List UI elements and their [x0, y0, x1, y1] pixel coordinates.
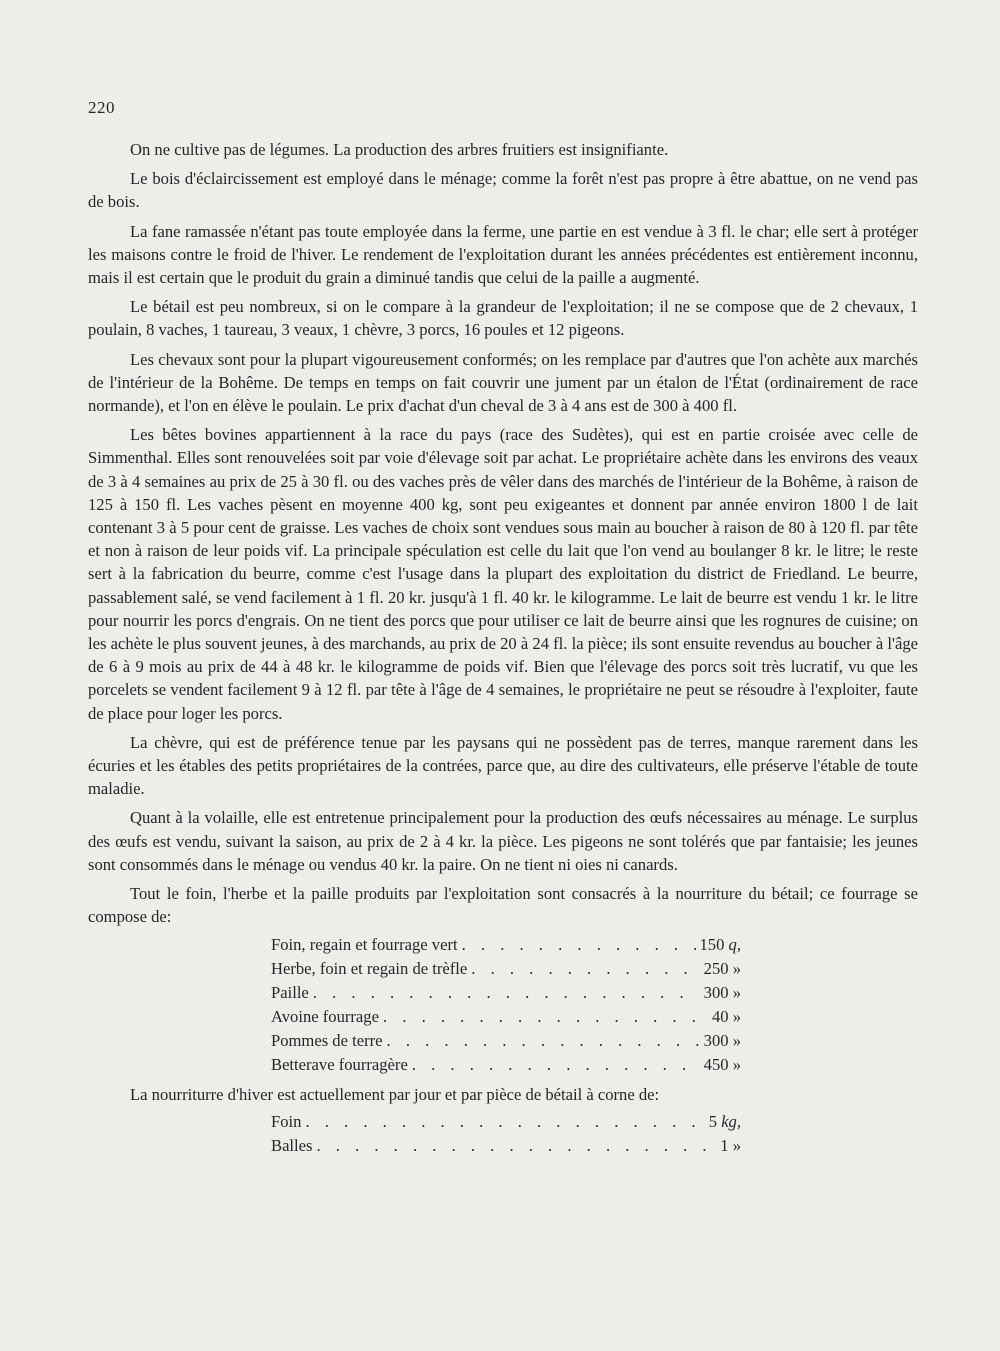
fodder-list [271, 933, 741, 1077]
fodder-value: 250 » [703, 958, 741, 978]
paragraph: Tout le foin, l'herbe et la paille produits par l'exploitation sont consacrés à la nourriture du bétail; ce fourrage se compose de: [88, 884, 918, 927]
winter-intro: La nourriturre d'hiver est actuellement par jour et par pièce de bétail à corne de: [130, 1084, 660, 1104]
leader-dots [462, 933, 696, 956]
ration-value: 5 kg, [708, 1111, 741, 1131]
list-item [271, 1029, 741, 1053]
fodder-value: 150 q, [699, 934, 741, 954]
paragraph: On ne cultive pas de légumes. La production des arbres fruitiers est insignifiante. [130, 140, 669, 159]
list-item [271, 1005, 741, 1029]
leader-dots [412, 1053, 700, 1076]
leader-dots [316, 1134, 716, 1157]
paragraph: Le bois d'éclaircissement est employé dans le ménage; comme la forêt n'est pas propre à être abattue, on ne vend pas de bois. [88, 169, 918, 212]
fodder-value: 40 » [711, 1006, 741, 1026]
leader-dots [471, 957, 699, 980]
ration-label: Balles [271, 1135, 313, 1155]
paragraph: La chèvre, qui est de préférence tenue par les paysans qui ne possèdent pas de terres, manque rarement dans les écuries et les étables des petits propriétaires de la contrées, parce que, au dire des cultivateurs, elle préserve l'étable de toute maladie. [88, 732, 918, 799]
paragraph: Les bêtes bovines appartiennent à la race du pays (race des Sudètes), qui est en partie croisée avec celle de Simmenthal. Elles sont renouvelées soit par voie d'élevage soit par achat. Le propriétaire achète dans les environs des veaux de 3 à 4 semaines au prix de 25 à 30 fl. ou des vaches près de vêler dans des marchés de l'intérieur de la Bohême, à raison de 125 à 150 fl. Les vaches pèsent en moyenne 400 kg, sont peu exigeantes et donnent par année environ 1800 l de lait contenant 3 à 5 pour cent de graisse. Les vaches de choix sont vendues sous main au boucher à raison de 80 à 120 fl. par tête et non à raison de leur poids vif. La principale spéculation est celle du lait que l'on vend au boulanger 8 kr. le litre; le reste sert à la fabrication du beurre, comme c'est l'usage dans la plupart des exploitation du district de Friedland. Le beurre, passablement salé, se vend facilement à 1 fl. 20 kr. jusqu'à 1 fl. 40 kr. le kilogramme. Le lait de beurre est vendu 1 kr. le litre pour nourrir les porcs d'engrais. On ne tient des porcs que pour utiliser ce lait de beurre ainsi que les rognures de cuisine; on les achète le plus souvent jeunes, à des marchands, au prix de 20 à 24 fl. la pièce; ils sont ensuite revendus au boucher à l'âge de 6 à 9 mois au prix de 44 à 48 kr. le kilogramme de poids vif. Bien que l'élevage des porcs soit très lucratif, vu que les porcelets se vendent facilement 9 à 12 fl. par tête à l'âge de 4 semaines, le propriétaire ne peut se résoudre à l'exploiter, faute de place pour loger les porcs. [88, 425, 918, 723]
paragraph: Le bétail est peu nombreux, si on le compare à la grandeur de l'exploitation; il ne se compose que de 2 chevaux, 1 poulain, 8 vaches, 1 taureau, 3 veaux, 1 chèvre, 3 porcs, 16 poules et 12 pigeons. [88, 297, 918, 340]
leader-dots [305, 1110, 704, 1133]
paragraph: Quant à la volaille, elle est entretenue principalement pour la production des œufs nécessaires au ménage. Le surplus des œufs est vendu, suivant la saison, au prix de 2 à 4 kr. la pièce. Les pigeons ne sont tolérés que par fantaisie; les jeunes sont consommés dans le ménage ou vendus 40 kr. la paire. On ne tient ni oies ni canards. [88, 808, 918, 874]
page-number: 220 [88, 98, 115, 117]
fodder-label: Herbe, foin et regain de trèfle [271, 958, 468, 978]
fodder-label: Foin, regain et fourrage vert [271, 934, 458, 954]
ration-value: 1 » [720, 1135, 741, 1155]
list-item [271, 1053, 741, 1077]
paragraph: Les chevaux sont pour la plupart vigoureusement conformés; on les remplace par d'autres que l'on achète aux marchés de l'intérieur de la Bohême. De temps en temps on fait couvrir une jument par un étalon de l'État (ordinairement de race normande), et l'on en élève le poulain. Le prix d'achat d'un cheval de 3 à 4 ans est de 300 à 400 fl. [88, 349, 918, 416]
list-item [271, 933, 741, 957]
list-item [271, 1134, 741, 1158]
fodder-label: Betterave fourragère [271, 1054, 408, 1074]
list-item [271, 1110, 741, 1134]
fodder-label: Avoine fourrage [271, 1006, 379, 1026]
fodder-value: 300 » [703, 982, 741, 1002]
fodder-value: 450 » [703, 1054, 741, 1074]
leader-dots [313, 981, 700, 1004]
leader-dots [387, 1029, 700, 1052]
winter-ration-list [271, 1110, 741, 1158]
list-item [271, 981, 741, 1005]
leader-dots [383, 1005, 708, 1028]
list-item [271, 957, 741, 981]
fodder-label: Pommes de terre [271, 1030, 383, 1050]
paragraph: La fane ramassée n'étant pas toute employée dans la ferme, une partie en est vendue à 3 fl. le char; elle sert à protéger les maisons contre le froid de l'hiver. Le rendement de l'exploitation durant les années précédentes est entièrement inconnu, mais il est certain que le produit du grain a diminué tandis que celui de la paille a augmenté. [88, 221, 918, 288]
fodder-label: Paille [271, 982, 309, 1002]
ration-label: Foin [271, 1111, 302, 1131]
body-text [88, 138, 918, 1164]
fodder-value: 300 » [703, 1030, 741, 1050]
